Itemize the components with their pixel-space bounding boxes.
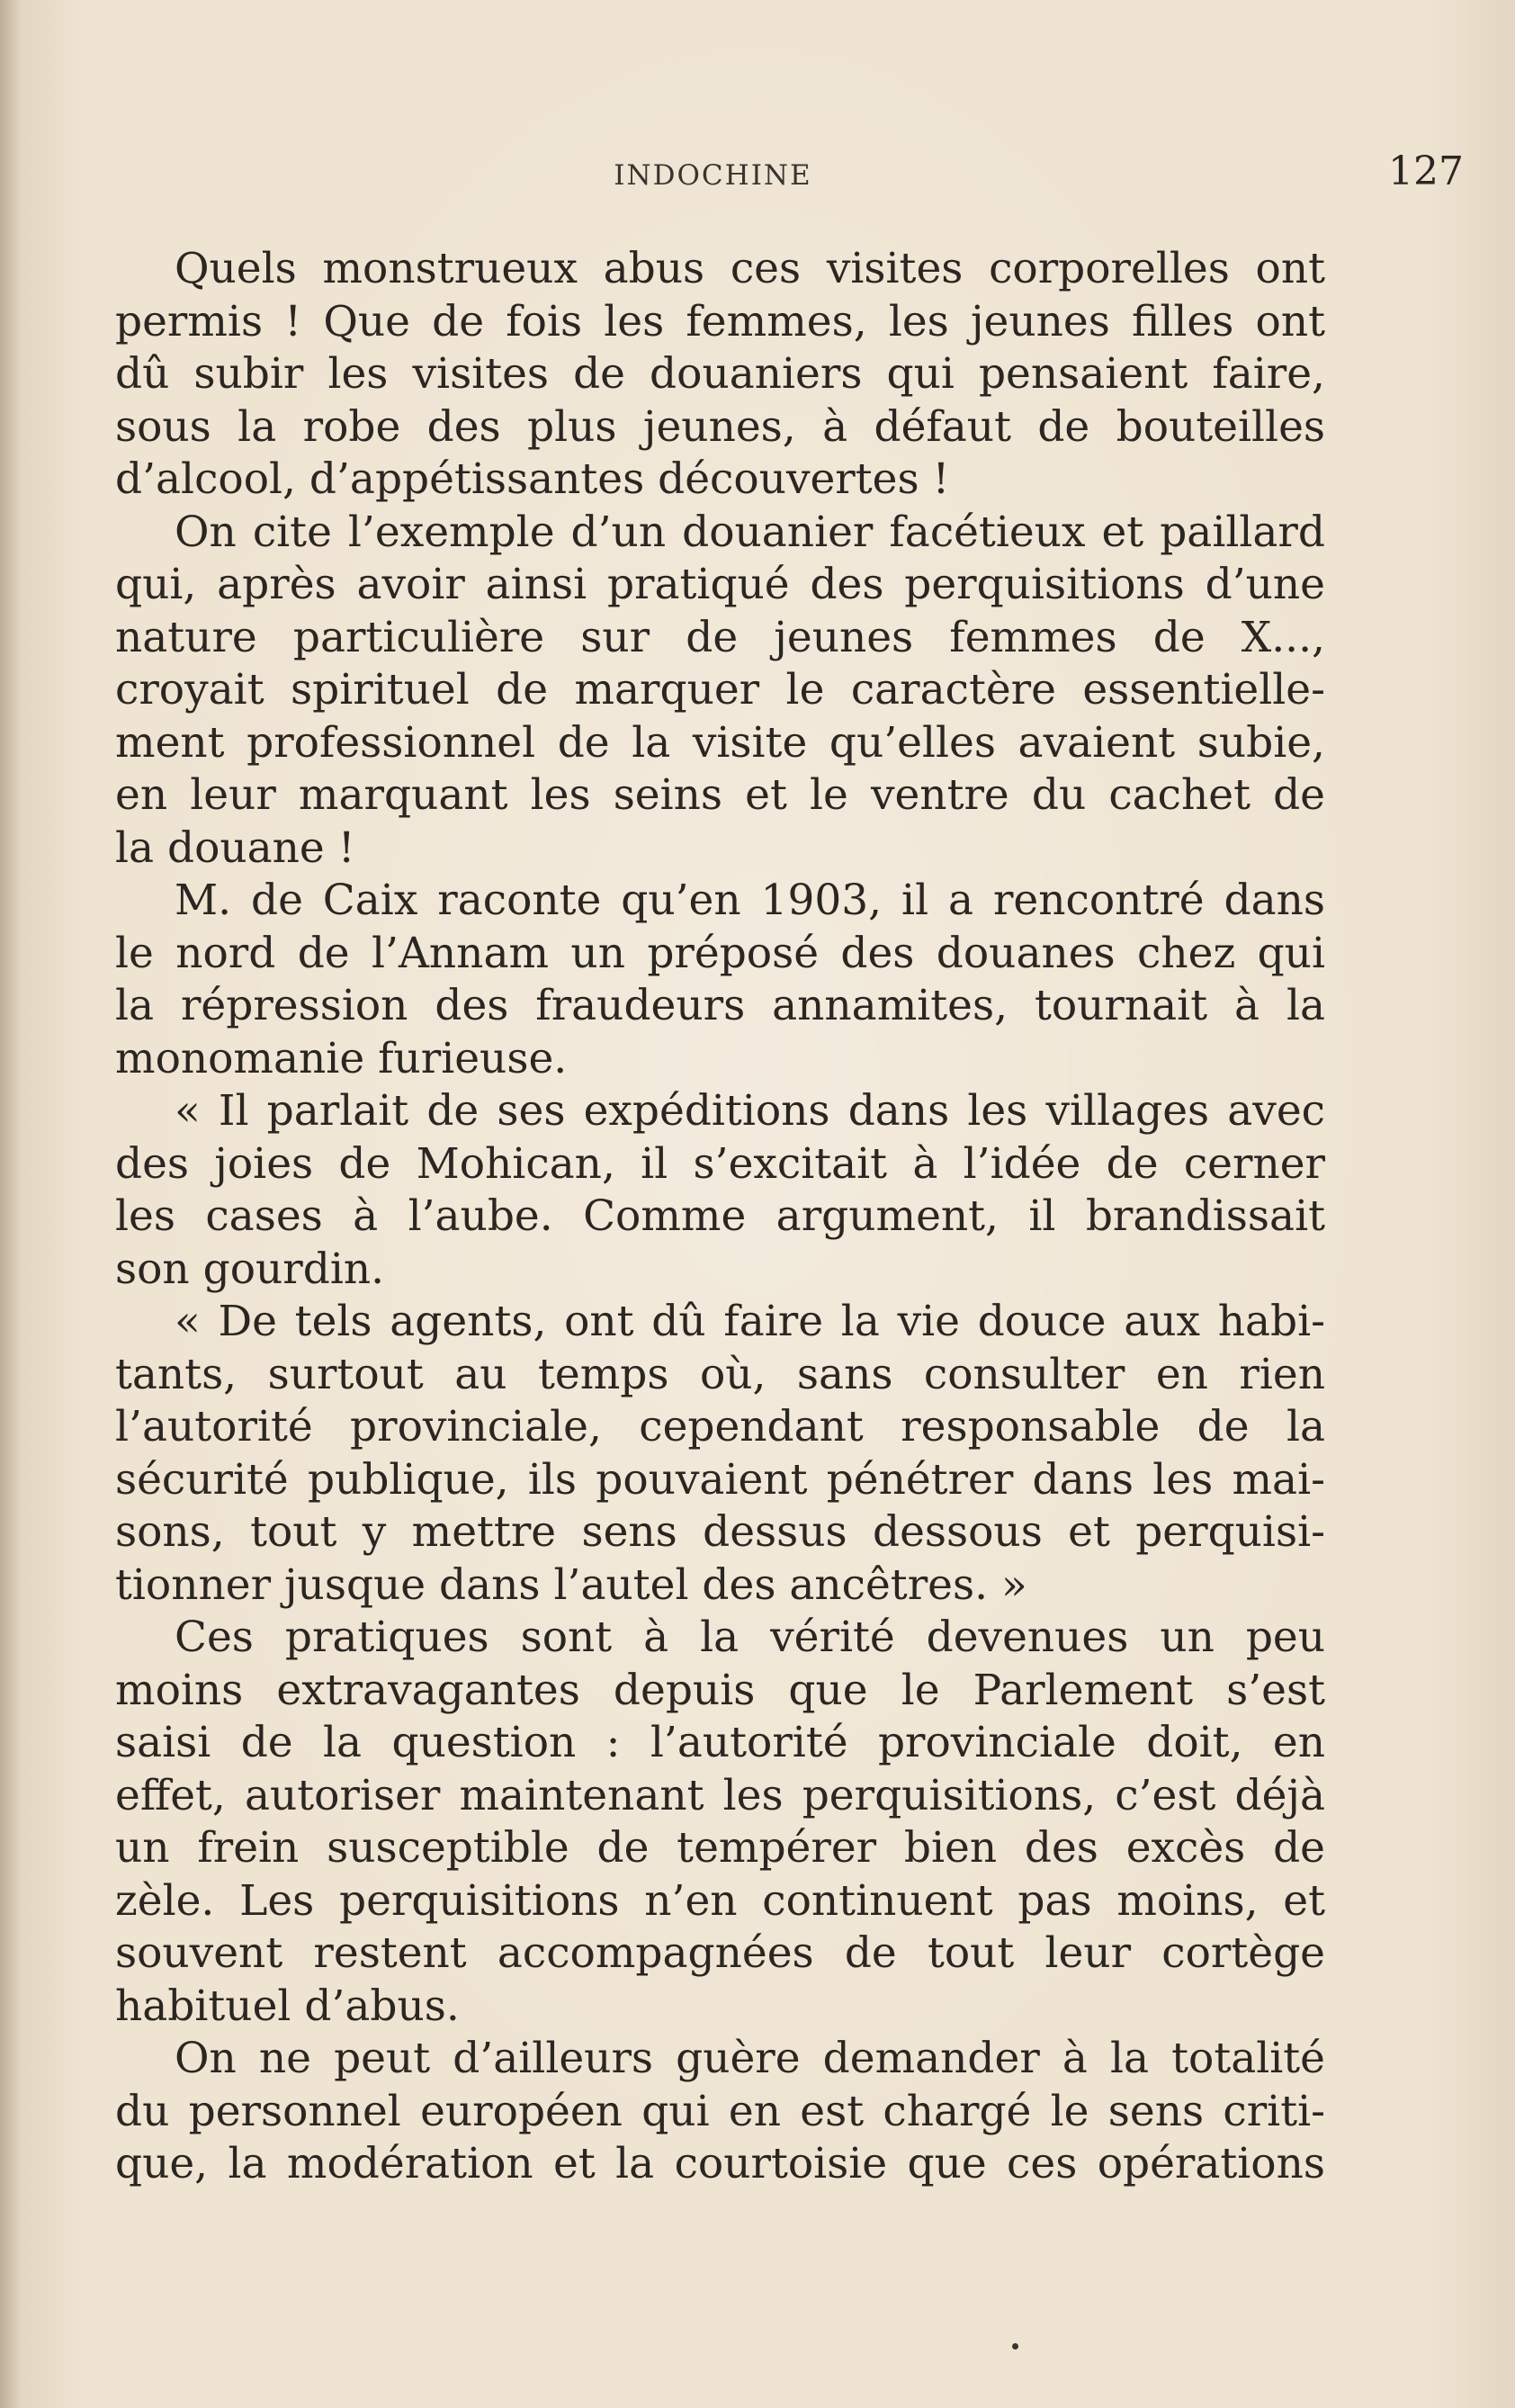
text-line: dû subir les visites de douaniers qui pensaient faire,: [115, 349, 1325, 399]
text-line: souvent restent accompagnées de tout leur cortège: [115, 1928, 1325, 1978]
page-number: 127: [1388, 148, 1464, 194]
text-line: Ces pratiques sont à la vérité devenues un peu: [175, 1613, 1325, 1662]
text-line: effet, autoriser maintenant les perquisitions, c’est déjà: [115, 1770, 1325, 1820]
text-line: habituel d’abus.: [115, 1981, 460, 2031]
text-line: sous la robe des plus jeunes, à défaut de bouteilles: [115, 401, 1325, 452]
text-line: les cases à l’aube. Comme argument, il brandissait: [115, 1191, 1325, 1241]
text-line: M. de Caix raconte qu’en 1903, il a rencontré dans: [175, 876, 1325, 925]
text-line: On cite l’exemple d’un douanier facétieux et paillard: [175, 507, 1325, 557]
text-line: nature particulière sur de jeunes femmes de X...,: [115, 612, 1325, 662]
text-line: qui, après avoir ainsi pratiqué des perquisitions d’une: [115, 560, 1325, 609]
ink-speck: [1012, 2343, 1018, 2350]
text-line: moins extravagantes depuis que le Parlement s’est: [115, 1665, 1325, 1715]
text-line: « De tels agents, ont dû faire la vie douce aux habi-: [175, 1297, 1325, 1346]
text-line: zèle. Les perquisitions n’en continuent pas moins, et: [115, 1875, 1325, 1926]
text-line: sons, tout y mettre sens dessus dessous et perquisi-: [115, 1507, 1325, 1557]
text-line: tionner jusque dans l’autel des ancêtres. »: [115, 1559, 1027, 1610]
text-line: Quels monstrueux abus ces visites corporelles ont: [175, 244, 1325, 293]
text-line: en leur marquant les seins et le ventre du cachet de: [115, 770, 1325, 820]
text-line: « Il parlait de ses expéditions dans les villages avec: [175, 1086, 1325, 1136]
text-line: saisi de la question : l’autorité provinciale doit, en: [115, 1718, 1325, 1767]
text-line: son gourdin.: [115, 1244, 385, 1294]
text-line: On ne peut d’ailleurs guère demander à la totalité: [175, 2034, 1325, 2083]
text-line: des joies de Mohican, il s’excitait à l’idée de cerner: [115, 1138, 1325, 1189]
text-line: l’autorité provinciale, cependant responsable de la: [115, 1402, 1325, 1451]
page-edge-shadow: [0, 0, 22, 2408]
text-line: monomanie furieuse.: [115, 1033, 568, 1083]
text-line: le nord de l’Annam un préposé des douanes chez qui: [115, 928, 1325, 978]
page-header: [115, 148, 1464, 202]
text-line: croyait spirituel de marquer le caractère essentielle-: [115, 665, 1325, 714]
text-line: du personnel européen qui en est chargé le sens criti-: [115, 2086, 1325, 2136]
text-line: sécurité publique, ils pouvaient pénétrer dans les mai-: [115, 1454, 1325, 1505]
text-line: la répression des fraudeurs annamites, tournait à la: [115, 981, 1325, 1030]
text-line: que, la modération et la courtoisie que ces opérations: [115, 2139, 1325, 2188]
body-text: [115, 243, 1325, 2191]
text-line: la douane !: [115, 822, 355, 873]
text-line: tants, surtout au temps où, sans consulter en rien: [115, 1349, 1325, 1399]
text-line: ment professionnel de la visite qu’elles avaient subie,: [115, 717, 1325, 768]
text-line: un frein susceptible de tempérer bien des excès de: [115, 1823, 1325, 1873]
running-title: INDOCHINE: [614, 159, 812, 192]
text-line: d’alcool, d’appétissantes découvertes !: [115, 454, 950, 504]
text-line: permis ! Que de fois les femmes, les jeunes filles ont: [115, 296, 1325, 346]
